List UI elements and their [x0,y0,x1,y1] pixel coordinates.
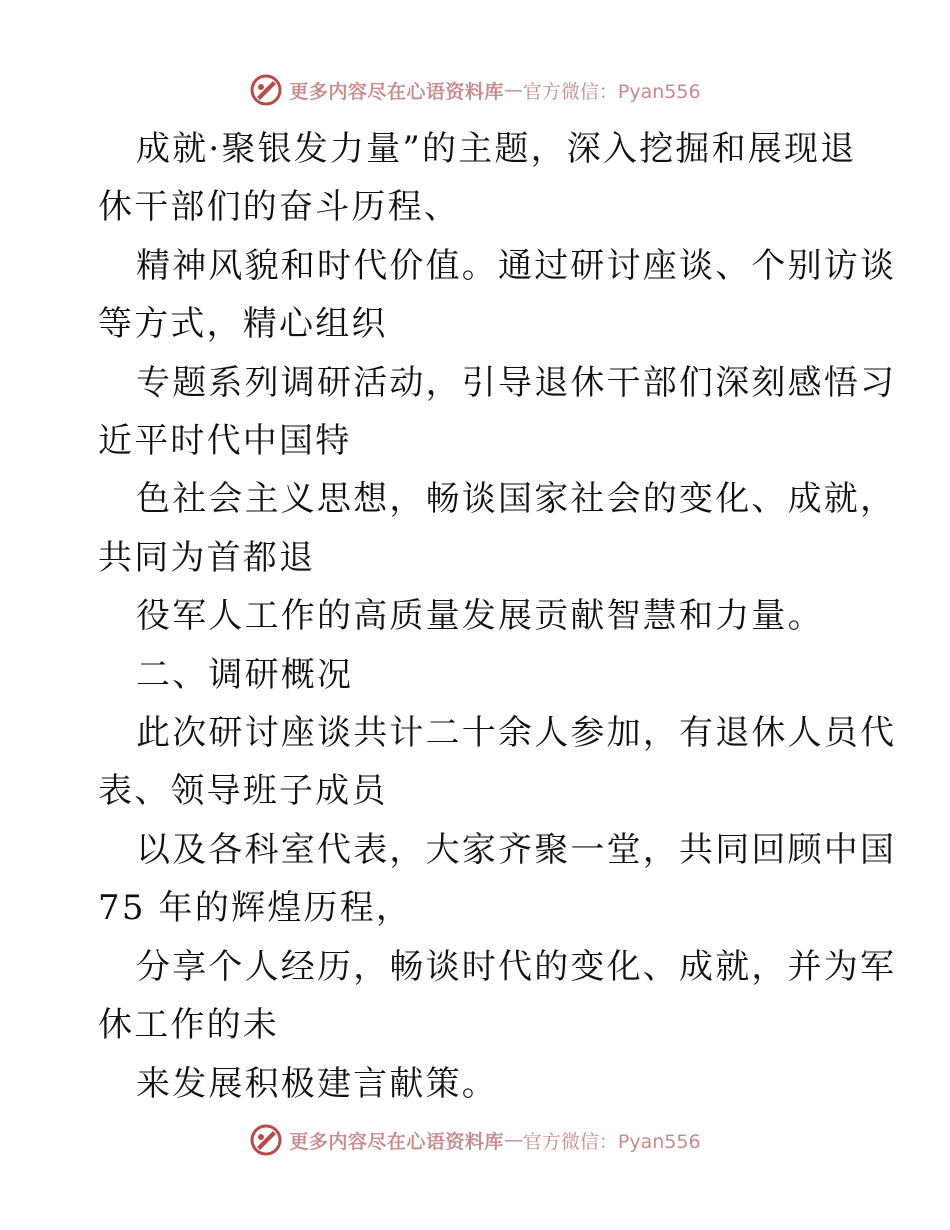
text-line: 近平时代中国特 [98,421,352,462]
watermark-footer [0,1120,950,1160]
text-line: 专题系列调研活动，引导退休干部们深刻感悟习 [136,362,897,403]
text-line: 75 年的辉煌历程， [98,888,413,929]
document-body [98,120,897,1113]
text-line: 精神风貌和时代价值。通过研讨座谈、个别访谈 [136,245,897,286]
watermark-dash: — [503,79,523,101]
text-line: 役军人工作的高质量发展贡献智慧和力量。 [136,596,824,637]
section-heading: 二、调研概况 [136,654,354,695]
watermark-wechat: 官方微信：Pyan556 [522,1130,701,1153]
text-line: 此次研讨座谈共计二十余人参加，有退休人员代 [136,713,897,754]
text-line: 来发展积极建言献策。 [136,1063,498,1104]
watermark-dash: — [503,1129,523,1151]
watermark-logo-icon [249,73,283,107]
text-line: 共同为首都退 [98,537,316,578]
watermark-site: 更多内容尽在心语资料库 [289,1130,504,1153]
watermark-wechat: 官方微信：Pyan556 [522,80,701,103]
text-line: 成就·聚银发力量”的主题，深入挖掘和展现退 [136,129,857,169]
text-line: 等方式，精心组织 [98,304,388,345]
watermark-header [0,70,950,110]
text-line: 休干部们的奋斗历程、 [98,187,460,228]
watermark-site: 更多内容尽在心语资料库 [289,80,504,103]
text-line: 表、领导班子成员 [98,771,388,812]
text-line: 色社会主义思想，畅谈国家社会的变化、成就， [136,479,897,520]
text-line: 以及各科室代表，大家齐聚一堂，共同回顾中国 [136,829,897,870]
text-line: 分享个人经历，畅谈时代的变化、成就，并为军 [136,946,897,987]
text-line: 休工作的未 [98,1005,279,1046]
watermark-logo-icon [249,1123,283,1157]
